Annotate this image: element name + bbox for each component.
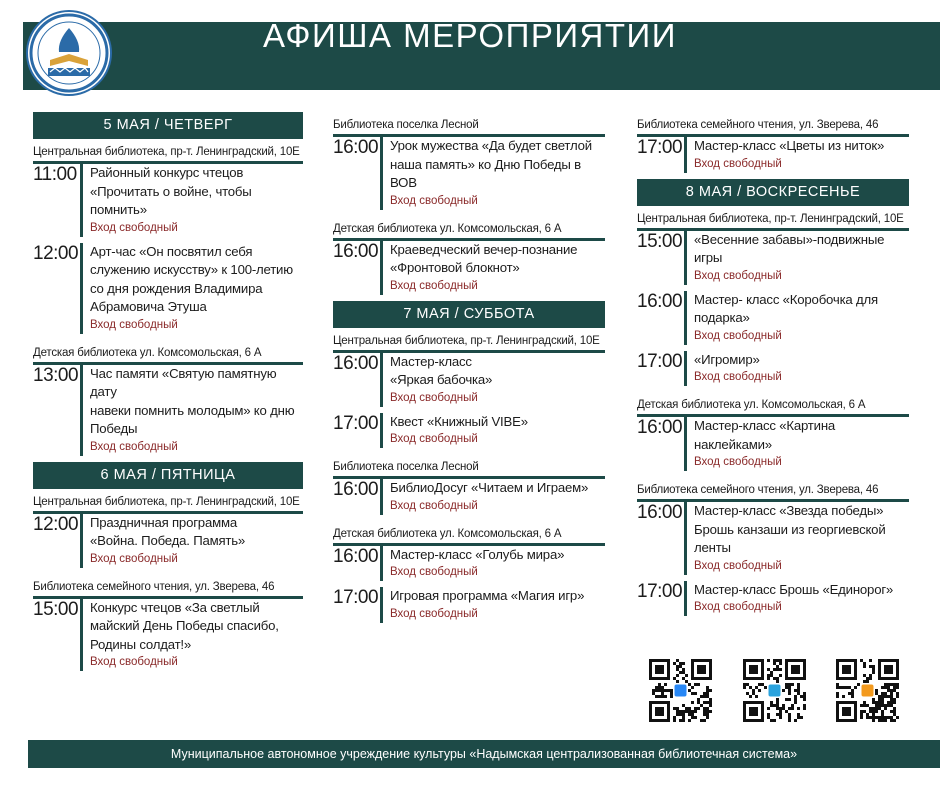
event-body (390, 137, 605, 210)
event-item (33, 164, 303, 237)
event-divider (380, 353, 383, 407)
qr-code-ok[interactable] (836, 659, 899, 722)
event-title-line: Победы (90, 421, 138, 436)
event-time: 16:00 (637, 502, 683, 523)
event-item (637, 137, 909, 173)
free-entry-label: Вход свободный (90, 318, 178, 331)
event-divider (684, 137, 687, 173)
event-title-line: «Весенние забавы»-подвижные игры (694, 231, 885, 265)
event-divider (80, 599, 83, 672)
event-time: 12:00 (33, 242, 79, 264)
event-divider (684, 502, 687, 575)
event-item (637, 351, 909, 387)
event-title-line: «Фронтовой блокнот» (390, 260, 520, 275)
event-title-line: Час памяти «Святую памятную дату (90, 365, 277, 399)
event-body (694, 137, 909, 173)
event-item (637, 417, 909, 471)
event-title-line: Мастер-класс «Голубь мира» (390, 546, 565, 562)
event-body (390, 353, 605, 407)
event-title-line: Праздничная программа (90, 514, 237, 530)
venue-label: Центральная библиотека, пр-т. Ленинградский, 10Е (33, 139, 303, 164)
event-title-line: подарка» (694, 310, 750, 325)
event-time: 16:00 (333, 545, 379, 567)
event-item (333, 413, 605, 449)
free-entry-label: Вход свободный (694, 157, 782, 170)
venue-label: Библиотека семейного чтения, ул. Зверева, 46 (637, 112, 909, 137)
event-time: 15:00 (33, 598, 79, 620)
event-time: 16:00 (333, 240, 379, 262)
event-body (90, 599, 303, 672)
free-entry-label: Вход свободный (390, 391, 478, 404)
event-body (90, 243, 303, 334)
page-title: АФИША МЕРОПРИЯТИЙ (263, 17, 677, 54)
event-item (637, 291, 909, 345)
event-time: 13:00 (33, 364, 79, 386)
event-divider (80, 365, 83, 456)
venue-label: Библиотека поселка Лесной (333, 454, 605, 479)
event-title-line: Урок мужества «Да будет светлой (390, 138, 592, 153)
event-title-line: Мастер-класс «Цветы из ниток» (694, 138, 885, 153)
column-1 (33, 112, 303, 677)
event-title-line: ленты (694, 540, 731, 555)
free-entry-label: Вход свободный (390, 194, 478, 207)
event-title-line: Районный конкурс чтецов (90, 165, 244, 180)
day-header: 6 МАЯ / ПЯТНИЦА (33, 462, 303, 489)
venue-label: Библиотека семейного чтения, ул. Зверева, 46 (637, 477, 909, 502)
footer-bar: Муниципальное автономное учреждение культуры «Надымская централизованная библиотечная система» (28, 740, 940, 768)
qr-code-vk[interactable] (649, 659, 712, 722)
event-title-line: «Игромир» (694, 351, 760, 367)
venue-label: Центральная библиотека, пр-т. Ленинградский, 10Е (637, 206, 909, 231)
event-body (390, 241, 605, 295)
event-title-line: БиблиоДосуг «Читаем и Играем» (390, 480, 589, 495)
venue-label: Библиотека семейного чтения, ул. Зверева, 46 (33, 574, 303, 599)
event-divider (684, 417, 687, 471)
free-entry-label: Вход свободный (390, 279, 478, 292)
event-divider (380, 241, 383, 295)
event-item (333, 241, 605, 295)
event-item (333, 479, 605, 515)
day-header: 5 МАЯ / ЧЕТВЕРГ (33, 112, 303, 139)
event-divider (80, 243, 83, 334)
event-title-line: Мастер- класс «Коробочка для (694, 291, 878, 307)
venue-label: Детская библиотека ул. Комсомольская, 6 А (333, 521, 605, 546)
event-title-line: «Война. Победа. Память» (90, 533, 246, 548)
event-divider (684, 351, 687, 387)
event-time: 15:00 (637, 230, 683, 252)
free-entry-label: Вход свободный (694, 269, 782, 282)
venue-label: Детская библиотека ул. Комсомольская, 6 А (333, 216, 605, 241)
event-divider (380, 137, 383, 210)
event-title-line: «Прочитать о войне, чтобы помнить» (90, 183, 252, 217)
event-body (694, 231, 909, 285)
event-divider (80, 514, 83, 568)
column-2 (333, 112, 605, 629)
event-time: 11:00 (33, 164, 77, 185)
event-title-line: «Яркая бабочка» (390, 372, 493, 387)
event-title-line: наша память» ко Дню Победы в ВОВ (390, 156, 581, 190)
event-title-line: майский День Победы спасибо, (90, 618, 279, 633)
event-title-line: Мастер-класс «Звезда победы» (694, 503, 884, 518)
qr-code-telegram[interactable] (743, 659, 806, 722)
venue-label: Библиотека поселка Лесной (333, 112, 605, 137)
event-body (90, 514, 303, 568)
event-title-line: навеки помнить молодым» ко дню (90, 402, 295, 418)
event-divider (380, 587, 383, 623)
event-item (333, 353, 605, 407)
telegram-icon (769, 685, 781, 697)
free-entry-label: Вход свободный (390, 607, 478, 620)
event-time: 17:00 (637, 580, 683, 602)
event-title-line: Краеведческий вечер-познание (390, 241, 578, 257)
day-header: 7 МАЯ / СУББОТА (333, 301, 605, 328)
event-title-line: Брошь канзаши из георгиевской (694, 521, 886, 537)
event-divider (684, 581, 687, 617)
venue-label: Детская библиотека ул. Комсомольская, 6 А (33, 340, 303, 365)
event-body (390, 479, 605, 515)
event-item (33, 243, 303, 334)
event-time: 16:00 (333, 137, 379, 158)
event-title-line: Мастер-класс Брошь «Единорог» (694, 581, 894, 597)
event-item (333, 137, 605, 210)
event-divider (380, 546, 383, 582)
event-title-line: Игровая программа «Магия игр» (390, 588, 585, 603)
event-item (33, 599, 303, 672)
event-body (694, 581, 909, 617)
event-divider (684, 231, 687, 285)
event-time: 16:00 (637, 290, 683, 312)
free-entry-label: Вход свободный (390, 499, 478, 512)
free-entry-label: Вход свободный (390, 433, 478, 445)
event-title-line: Арт-час «Он посвятил себя (90, 243, 253, 259)
event-title-line: Родины солдат!» (90, 636, 192, 652)
column-3 (637, 112, 909, 622)
free-entry-label: Вход свободный (390, 566, 478, 578)
free-entry-label: Вход свободный (90, 656, 178, 668)
free-entry-label: Вход свободный (694, 456, 782, 468)
event-title-line: Мастер-класс (390, 353, 472, 369)
event-title-line: Конкурс чтецов «За светлый (90, 599, 260, 615)
event-item (333, 546, 605, 582)
venue-label: Детская библиотека ул. Комсомольская, 6 А (637, 392, 909, 417)
venue-label: Центральная библиотека, пр-т. Ленинградский, 10Е (33, 489, 303, 514)
vk-icon (675, 685, 687, 697)
event-body (390, 587, 605, 623)
event-divider (684, 291, 687, 345)
event-body (694, 351, 909, 387)
event-item (33, 514, 303, 568)
day-header: 8 МАЯ / ВОСКРЕСЕНЬЕ (637, 179, 909, 206)
free-entry-label: Вход свободный (694, 601, 782, 613)
event-divider (80, 164, 83, 237)
event-time: 17:00 (333, 587, 379, 608)
event-title-line: служению искусству» к 100-летию (90, 262, 293, 277)
event-time: 16:00 (333, 479, 379, 500)
event-body (694, 417, 909, 471)
event-title-line: Квест «Книжный VIBE» (390, 413, 528, 429)
free-entry-label: Вход свободный (90, 440, 178, 453)
free-entry-label: Вход свободный (694, 371, 782, 383)
free-entry-label: Вход свободный (90, 221, 178, 234)
free-entry-label: Вход свободный (694, 559, 782, 572)
event-time: 17:00 (333, 412, 379, 434)
event-body (694, 291, 909, 345)
event-time: 17:00 (637, 137, 683, 158)
event-time: 16:00 (637, 417, 683, 438)
event-divider (380, 413, 383, 449)
event-item (637, 502, 909, 575)
event-body (90, 365, 303, 456)
free-entry-label: Вход свободный (694, 329, 782, 342)
event-title-line: Абрамовича Этуша (90, 299, 207, 314)
event-item (33, 365, 303, 456)
venue-label: Центральная библиотека, пр-т. Ленинградский, 10Е (333, 328, 605, 353)
event-item (637, 231, 909, 285)
event-body (694, 502, 909, 575)
event-time: 16:00 (333, 352, 379, 374)
event-body (90, 164, 303, 237)
event-title-line: Мастер-класс «Картина наклейками» (694, 418, 836, 452)
event-item (333, 587, 605, 623)
ok-icon (862, 685, 874, 697)
event-item (637, 581, 909, 617)
event-body (390, 413, 605, 449)
event-title-line: со дня рождения Владимира (90, 280, 263, 296)
event-divider (380, 479, 383, 515)
event-time: 12:00 (33, 513, 79, 535)
event-body (390, 546, 605, 582)
event-time: 17:00 (637, 350, 683, 372)
free-entry-label: Вход свободный (90, 552, 178, 565)
